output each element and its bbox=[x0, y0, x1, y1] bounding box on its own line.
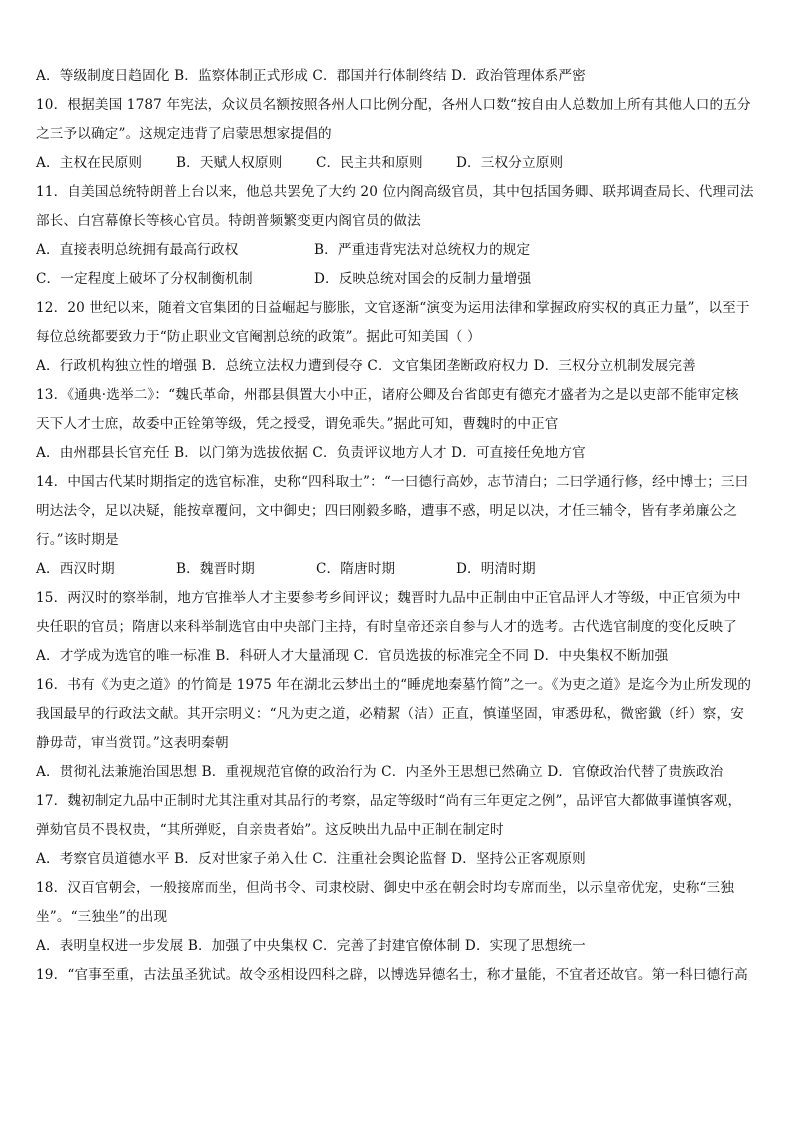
exam-page bbox=[36, 62, 764, 990]
option-a: A．主权在民原则 bbox=[36, 155, 143, 171]
question-10-stem: 之三予以确定”。这规定违背了启蒙思想家提倡的 bbox=[36, 126, 332, 142]
question-16-stem: 我国最早的行政法文献。其开宗明义：“凡为吏之道，必精絜（洁）正直，慎谨坚固，审悉毋私，微密韱（纤）察，安 bbox=[36, 706, 745, 722]
question-18-stem: 18．汉百官朝会，一般接席而坐，但尚书令、司隶校尉、御史中丞在朝会时均专席而坐，以示皇帝优宠，史称“三独 bbox=[36, 880, 735, 896]
option-b: B．魏晋时期 bbox=[176, 561, 255, 577]
question-11-options-row1 bbox=[36, 236, 764, 265]
option-c: C．隋唐时期 bbox=[316, 561, 396, 577]
question-15-stem: 15．两汉时的察举制，地方官推举人才主要参考乡间评议；魏晋时九品中正制由中正官品评人才等级，中正官须为中 bbox=[36, 590, 741, 606]
question-15-stem: 央任职的官员；隋唐以来科举制选官由中央部门主持，有时皇帝还亲自参与人才的选考。古代选官制度的变化反映了 bbox=[36, 619, 737, 635]
question-12-stem: 12．20 世纪以来，随着文官集团的日益崛起与膨胀，文官逐渐“演变为运用法律和掌握政府实权的真正力量”，以至于 bbox=[36, 300, 750, 316]
question-11-options-row2 bbox=[36, 265, 764, 294]
question-18-options: A．表明皇权进一步发展 B．加强了中央集权 C．完善了封建官僚体制 D．实现了思想统一 bbox=[36, 938, 586, 954]
question-10-stem: 10．根据美国 1787 年宪法，众议员名额按照各州人口比例分配，各州人口数“按自由人总数加上所有其他人口的五分 bbox=[36, 97, 751, 113]
question-14-stem: 行。”该时期是 bbox=[36, 532, 119, 548]
question-16-options: A．贯彻礼法兼施治国思想 B．重视规范官僚的政治行为 C．内圣外王思想已然确立 D．官僚政治代替了贵族政治 bbox=[36, 764, 724, 780]
question-18-stem: 坐”。“三独坐”的出现 bbox=[36, 909, 168, 925]
question-13-options: A．由州郡县长官充任 B．以门第为选拔依据 C．负责评议地方人才 D．可直接任免地方官 bbox=[36, 445, 586, 461]
option-d: D．三权分立原则 bbox=[456, 155, 564, 171]
option-c: C．一定程度上破坏了分权制衡机制 bbox=[36, 271, 253, 287]
option-a: A．直接表明总统拥有最高行政权 bbox=[36, 242, 239, 258]
question-13-stem: 13．《通典·选举二》：“魏氏革命，州郡县俱置大小中正，诸府公卿及台省郎吏有德充才盛者为之是以吏部不能审定核 bbox=[36, 387, 739, 403]
option-d: D．明清时期 bbox=[456, 561, 536, 577]
question-11-stem: 11．自美国总统特朗普上台以来，他总共罢免了大约 20 位内阁高级官员，其中包括国务卿、联邦调查局长、代理司法 bbox=[36, 184, 754, 200]
question-17-stem: 弹劾官员不畏权贵，“其所弹贬，自亲贵者始”。这反映出九品中正制在制定时 bbox=[36, 822, 504, 838]
question-14-stem: 明达法令，足以决疑，能按章覆问，文中御史；四曰刚毅多略，遭事不惑，明足以决，才任三辅令，皆有孝弟廉公之 bbox=[36, 503, 737, 519]
question-14-options bbox=[36, 555, 764, 584]
question-16-stem: 静毋苛，审当赏罚。”这表明秦朝 bbox=[36, 735, 229, 751]
question-13-stem: 天下人才士庶，故委中正铨第等级，凭之授受，谓免乖失。”据此可知，曹魏时的中正官 bbox=[36, 416, 559, 432]
question-14-stem: 14．中国古代某时期指定的选官标准，史称“四科取士”：“一曰德行高妙，志节清白；二曰学通行修，经中博士；三曰 bbox=[36, 474, 749, 490]
question-19-stem: 19．“官事至重，古法虽圣犹试。故令丞相设四科之辟，以博选异德名士，称才量能，不宜者还故官。第一科曰德行高 bbox=[36, 967, 748, 983]
option-c: C．民主共和原则 bbox=[316, 155, 423, 171]
question-12-options: A．行政机构独立性的增强 B．总统立法权力遭到侵夺 C．文官集团垄断政府权力 D．三权分立机制发展完善 bbox=[36, 358, 696, 374]
text-line: A．等级制度日趋固化 B．监察体制正式形成 C．郡国并行体制终结 D．政治管理体系严密 bbox=[36, 68, 586, 84]
option-a: A．西汉时期 bbox=[36, 561, 115, 577]
option-d: D．反映总统对国会的反制力量增强 bbox=[314, 271, 532, 287]
question-10-options bbox=[36, 149, 764, 178]
question-17-options: A．考察官员道德水平 B．反对世家子弟入仕 C．注重社会舆论监督 D．坚持公正客观原则 bbox=[36, 851, 586, 867]
question-12-stem: 每位总统都要致力于“防止职业文官阉割总统的政策”。据此可知美国（ ） bbox=[36, 329, 481, 345]
question-16-stem: 16．书有《为吏之道》的竹简是 1975 年在湖北云梦出土的“睡虎地秦墓竹简”之一。《为吏之道》是迄今为止所发现的 bbox=[36, 677, 752, 693]
question-17-stem: 17．魏初制定九品中正制时尤其注重对其品行的考察，品定等级时“尚有三年更定之例”，品评官大都做事谨慎客观， bbox=[36, 793, 742, 809]
question-15-options: A．才学成为选官的唯一标准 B．科研人才大量涌现 C．官员选拔的标准完全不同 D．中央集权不断加强 bbox=[36, 648, 669, 664]
option-b: B．严重违背宪法对总统权力的规定 bbox=[314, 242, 531, 258]
question-11-stem: 部长、白宫幕僚长等核心官员。特朗普频繁变更内阁官员的做法 bbox=[36, 213, 421, 229]
option-b: B．天赋人权原则 bbox=[176, 155, 283, 171]
